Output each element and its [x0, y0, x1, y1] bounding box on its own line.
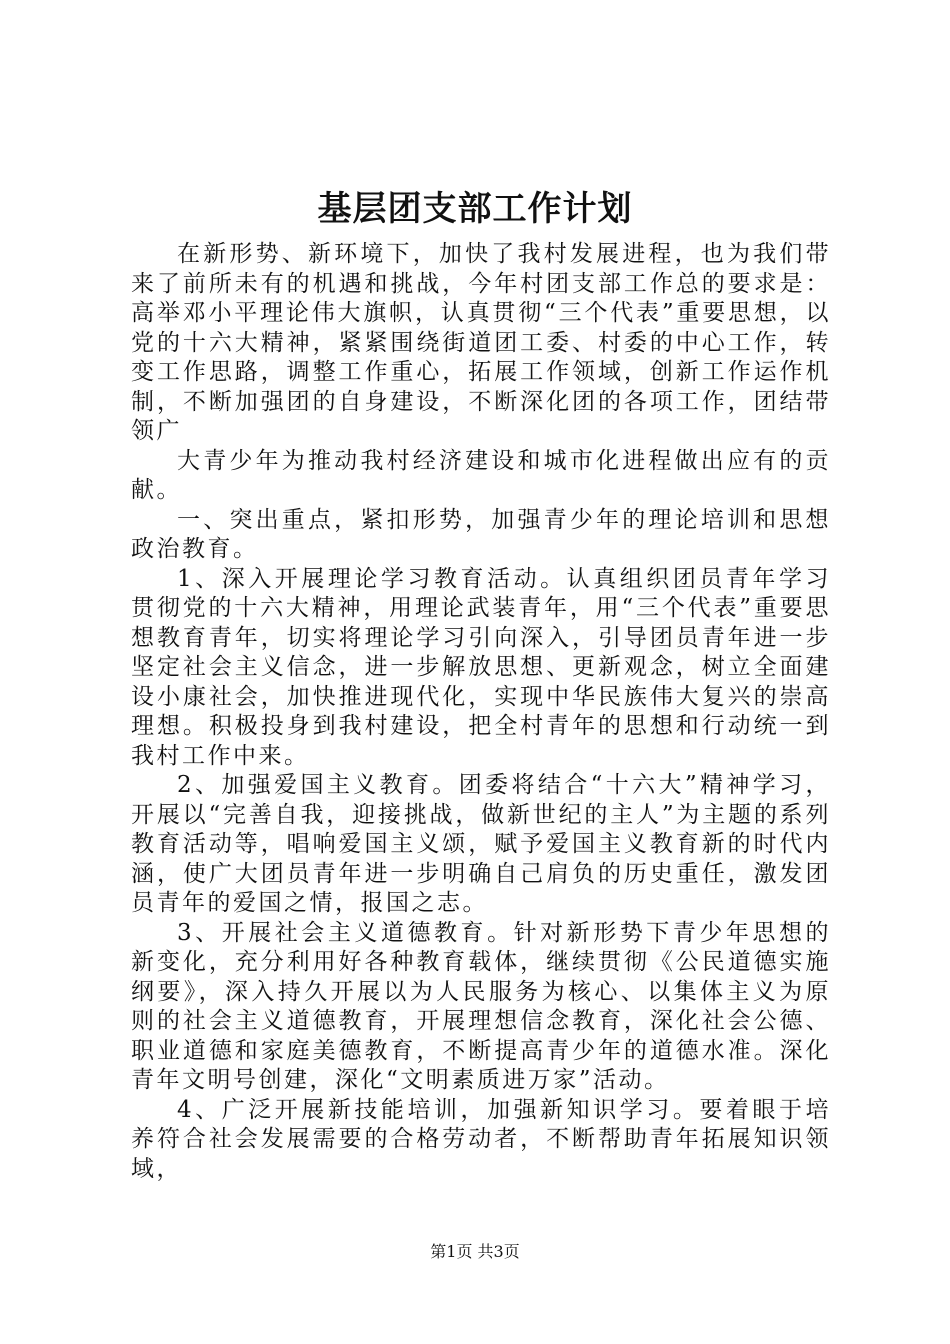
- paragraph-item-3: 3、开展社会主义道德教育。针对新形势下青少年思想的新变化，充分利用好各种教育载体，继续贯彻《公民道德实施纲要》，深入持久开展以为人民服务为核心、以集体主义为原则的社会主义道德教育，开展理想信念教育，深化社会公德、职业道德和家庭美德教育，不断提高青少年的道德水准。深化青年文明号创建，深化“文明素质进万家”活动。: [131, 919, 831, 1093]
- paragraph-item-2: 2、加强爱国主义教育。团委将结合“十六大”精神学习，开展以“完善自我，迎接挑战，做新世纪的主人”为主题的系列教育活动等，唱响爱国主义颂，赋予爱国主义教育新的时代内涵，使广大团员青年进一步明确自己肩负的历史重任，激发团员青年的爱国之情，报国之志。: [131, 772, 831, 916]
- section-heading-1: 一、突出重点，紧扣形势，加强青少年的理论培训和思想政治教育。: [131, 506, 831, 562]
- paragraph-item-4: 4、广泛开展新技能培训，加强新知识学习。要着眼于培养符合社会发展需要的合格劳动者，不断帮助青年拓展知识领域，: [131, 1096, 831, 1182]
- document-title: 基层团支部工作计划: [317, 189, 633, 229]
- page-number-footer: 第1页 共3页: [430, 1242, 520, 1261]
- paragraph-intro-continued: 大青少年为推动我村经济建设和城市化进程做出应有的贡献。: [131, 447, 831, 503]
- paragraph-intro: 在新形势、新环境下，加快了我村发展进程，也为我们带来了前所未有的机遇和挑战，今年村团支部工作总的要求是：高举邓小平理论伟大旗帜，认真贯彻“三个代表”重要思想，以党的十六大精神，紧紧围绕街道团工委、村委的中心工作，转变工作思路，调整工作重心，拓展工作领域，创新工作运作机制，不断加强团的自身建设，不断深化团的各项工作，团结带领广: [131, 241, 831, 444]
- document-body: [131, 240, 831, 1184]
- paragraph-item-1: 1、深入开展理论学习教育活动。认真组织团员青年学习贯彻党的十六大精神，用理论武装青年，用“三个代表”重要思想教育青年，切实将理论学习引向深入，引导团员青年进一步坚定社会主义信念，进一步解放思想、更新观念，树立全面建设小康社会，加快推进现代化，实现中华民族伟大复兴的崇高理想。积极投身到我村建设，把全村青年的思想和行动统一到我村工作中来。: [131, 565, 831, 769]
